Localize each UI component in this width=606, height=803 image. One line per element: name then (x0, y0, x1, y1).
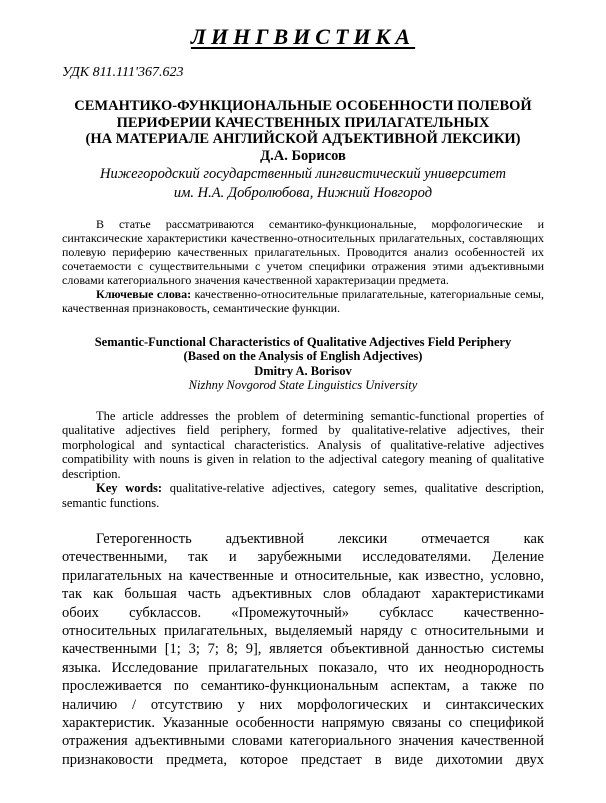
body-line: относительных прилагательных, выделяемый наряду с относительными и (62, 623, 544, 640)
keywords-ru (62, 287, 544, 315)
abstract-en: The article addresses the problem of determining semantic-functional properties of qualitative adjectives field periphery, formed by qualitative-relative adjectives, their morphological and syntactical characteristics. Analysis of qualitative-relative adjectives compatibility with nouns is given in relation to the adjectival category meaning of qualitative description. (62, 408, 544, 481)
body-line: наличию / отсутствию у них морфологических и синтаксических (62, 696, 544, 713)
article-title-en (62, 335, 544, 364)
keywords-en-label: Key words: (96, 481, 163, 495)
keywords-en (62, 481, 544, 510)
body-line: языка. Исследование прилагательных показало, что их неоднородность (62, 659, 544, 676)
body-text (62, 530, 544, 769)
body-line: Гетерогенность адъективной лексики отмечается как (96, 531, 544, 547)
body-line: признаковости предмета, которое предстает в виде дихотомии двух (62, 751, 544, 768)
keywords-ru-text: качественно-относительные прилагательные, категориальные семы, качественная признаковость, семантические функции. (62, 286, 544, 315)
title-en-line: (Based on the Analysis of English Adjectives) (183, 349, 423, 363)
article-title-ru (62, 98, 544, 148)
body-line: так как большая часть адъективных слов обладают характеристиками (62, 586, 544, 603)
title-ru-line: СЕМАНТИКО-ФУНКЦИОНАЛЬНЫЕ ОСОБЕННОСТИ ПОЛЕВОЙ (74, 98, 532, 114)
title-en-line: Semantic-Functional Characteristics of Qualitative Adjectives Field Periphery (94, 334, 512, 349)
author-ru: Д.А. Борисов (260, 147, 346, 164)
body-line: качественными [1; 3; 7; 8; 9], является объективной данностью системы (62, 641, 544, 658)
body-line: прослеживается по семантико-функциональным аспектам, а также по (62, 678, 544, 695)
author-en: Dmitry A. Borisov (254, 363, 352, 378)
affiliation-ru-line: им. Н.А. Добролюбова, Нижний Новгород (173, 184, 433, 201)
body-line: отражения адъективными словами категориального значения качественной (62, 733, 544, 750)
keywords-ru-label: Ключевые слова: (96, 286, 192, 301)
udk-code: УДК 811.111'367.623 (62, 65, 184, 80)
body-line: характеристик. Указанные особенности напрямую связаны со спецификой (62, 715, 544, 732)
body-line: отечественными, так и зарубежными исследователями. Деление (62, 549, 544, 566)
abstract-ru: В статье рассматриваются семантико-функциональные, морфологические и синтаксические характеристики качественно-относительных прилагательных, составляющих полевую периферию качественных прилагательных. Проводится анализ особенностей их сочетаемости с существительными с учетом специфики отражения этими адъективными словами категориального значения качественной характеризации предмета. (62, 216, 544, 287)
body-line: обоих субклассов. «Промежуточный» субкласс качественно- (62, 604, 544, 621)
body-line: прилагательных на качественные и относительные, как известно, условно, (62, 567, 544, 584)
title-ru-line: ПЕРИФЕРИИ КАЧЕСТВЕННЫХ ПРИЛАГАТЕЛЬНЫХ (116, 114, 490, 131)
keywords-en-text: qualitative-relative adjectives, category semes, qualitative description, semantic functions. (62, 481, 544, 510)
title-ru-line: (НА МАТЕРИАЛЕ АНГЛИЙСКОЙ АДЪЕКТИВНОЙ ЛЕКСИКИ) (85, 131, 521, 147)
affiliation-en: Nizhny Novgorod State Linguistics University (188, 378, 418, 392)
affiliation-ru (62, 165, 544, 203)
affiliation-ru-line: Нижегородский государственный лингвистический университет (100, 165, 506, 182)
section-title: ЛИНГВИСТИКА (190, 24, 416, 49)
